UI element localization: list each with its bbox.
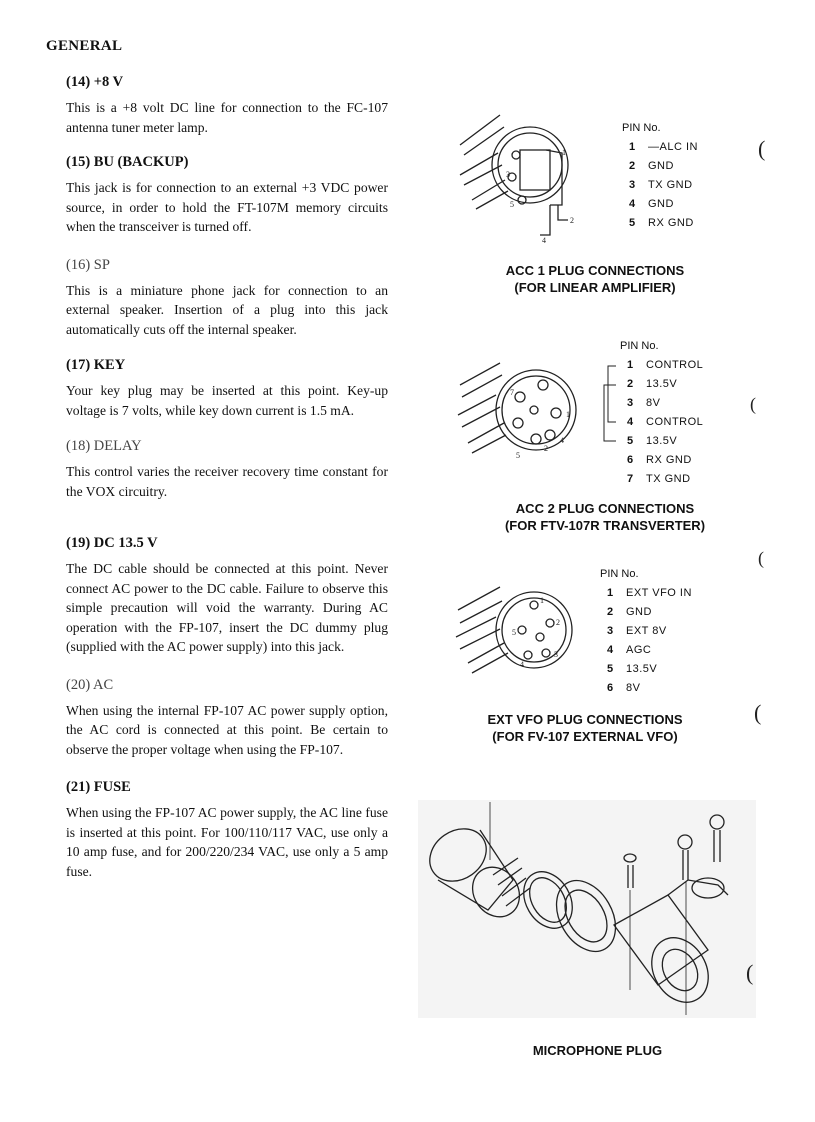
pin-row (622, 214, 698, 233)
acc2-diagram-label: 7 (510, 388, 514, 397)
pin-row (600, 679, 692, 698)
extvfo-pin-table (600, 568, 692, 698)
pin-label: RX GND (646, 454, 692, 466)
margin-mark: ( (754, 700, 762, 725)
margin-mark: ( (758, 548, 764, 568)
pin-header: PIN No. (620, 340, 659, 352)
extvfo-diagram-label: 3 (554, 650, 558, 659)
extvfo-diagram-label: 5 (512, 628, 516, 637)
pin-header: PIN No. (600, 568, 639, 580)
pin-number: 5 (626, 435, 634, 447)
acc2-bracket-lines (602, 362, 622, 454)
pin-number: 1 (628, 141, 636, 153)
acc1-diagram-label: 5 (510, 200, 514, 209)
pin-label: CONTROL (646, 359, 704, 371)
section-title: (17) KEY (66, 357, 126, 373)
section-body: This is a +8 volt DC line for connection to the FC-107 antenna tuner meter lamp. (66, 100, 388, 135)
pin-label: RX GND (648, 217, 694, 229)
pin-label: 13.5V (626, 663, 658, 675)
pin-number: 2 (606, 606, 614, 618)
pin-row (600, 622, 692, 641)
section-21 (66, 779, 388, 881)
section-17 (66, 357, 388, 420)
pin-label: TX GND (648, 179, 693, 191)
caption-line: (FOR FV-107 EXTERNAL VFO) (492, 729, 678, 744)
pin-header: PIN No. (622, 122, 661, 134)
pin-label: EXT VFO IN (626, 587, 692, 599)
pin-number: 7 (626, 473, 634, 485)
pin-row (620, 375, 703, 394)
extvfo-diagram-label: 1 (540, 596, 544, 605)
extvfo-diagram-label: 2 (556, 618, 560, 627)
caption-line: ACC 1 PLUG CONNECTIONS (505, 263, 685, 278)
pin-row (622, 157, 698, 176)
caption-line: ACC 2 PLUG CONNECTIONS (515, 501, 695, 516)
pin-row (622, 138, 698, 157)
extvfo-plug-diagram (450, 575, 595, 685)
section-20 (66, 677, 388, 760)
pin-label: GND (648, 160, 674, 172)
pin-row (600, 641, 692, 660)
acc2-caption (465, 500, 745, 534)
margin-mark: ( (746, 960, 754, 985)
acc1-pin-table (622, 122, 698, 233)
section-body: This control varies the receiver recovery time constant for the VOX circuitry. (66, 464, 388, 499)
margin-mark: ( (750, 394, 756, 414)
pin-label: GND (626, 606, 652, 618)
section-body: Your key plug may be inserted at this point. Key-up voltage is 7 volts, while key down current is 1.5 mA. (66, 383, 388, 418)
pin-label: EXT 8V (626, 625, 667, 637)
pin-number: 3 (626, 397, 634, 409)
pin-row (622, 176, 698, 195)
pin-row (620, 356, 703, 375)
acc1-diagram-label: 1 (562, 148, 566, 157)
pin-label: 8V (646, 397, 661, 409)
pin-number: 6 (606, 682, 614, 694)
acc1-caption (470, 262, 720, 296)
microphone-caption: MICROPHONE PLUG (532, 1043, 663, 1058)
section-18 (66, 438, 388, 501)
pin-row (620, 413, 703, 432)
section-title: (16) SP (66, 256, 110, 273)
pin-number: 5 (606, 663, 614, 675)
margin-mark: ( (758, 136, 766, 161)
acc2-diagram-label: 1 (566, 410, 570, 419)
pin-label: 13.5V (646, 435, 678, 447)
pin-label: GND (648, 198, 674, 210)
pin-number: 3 (606, 625, 614, 637)
section-title: (14) +8 V (66, 74, 124, 90)
caption-line: EXT VFO PLUG CONNECTIONS (487, 712, 683, 727)
section-body: When using the FP-107 AC power supply, the AC line fuse is inserted at this point. For 100/110/117 VAC, use only a 10 amp fuse, and for 200/220/234 VAC, use only a 5 amp fuse. (66, 805, 388, 879)
pin-label: 13.5V (646, 378, 678, 390)
section-body: This jack is for connection to an external +3 VDC power source, in order to hold the FT-107M memory circuits when the transceiver is turned off. (66, 180, 388, 234)
caption-line: (FOR LINEAR AMPLIFIER) (514, 280, 676, 295)
pin-number: 2 (626, 378, 634, 390)
section-title: (20) AC (66, 676, 114, 693)
section-title: (18) DELAY (66, 438, 142, 454)
pin-row (600, 603, 692, 622)
acc1-diagram-label: 3 (506, 170, 510, 179)
pin-number: 4 (628, 198, 636, 210)
pin-number: 1 (626, 359, 634, 371)
pin-row (600, 660, 692, 679)
section-body: This is a miniature phone jack for connection to an external speaker. Insertion of a plug into this jack automatically cuts off the internal speaker. (66, 282, 388, 337)
pin-label: CONTROL (646, 416, 704, 428)
pin-number: 5 (628, 217, 636, 229)
acc1-diagram-label: 2 (570, 216, 574, 225)
microphone-plug-diagram (418, 800, 756, 1018)
section-title: (15) BU (BACKUP) (66, 154, 189, 170)
section-body: When using the internal FP-107 AC power supply option, the AC cord is connected at this point. Be certain to observe the proper voltage when using the FP-107. (66, 702, 388, 757)
section-16 (66, 257, 388, 340)
extvfo-caption (455, 711, 715, 745)
pin-label: AGC (626, 644, 652, 656)
section-14 (66, 74, 388, 137)
sections-column (66, 74, 388, 881)
pin-label: —ALC IN (648, 141, 698, 153)
acc1-diagram-label: 4 (542, 236, 546, 245)
section-body: The DC cable should be connected at this point. Never connect AC power to the DC cable. Failure to observe this simple precaution will void the warranty. During AC operation with the FP-107, insert the DC dummy plug (supplied with the AC power supply) into this jack. (66, 561, 388, 654)
page-header: GENERAL (46, 38, 123, 54)
pin-number: 2 (628, 160, 636, 172)
acc2-plug-diagram (448, 355, 598, 470)
acc1-plug-diagram (450, 105, 600, 250)
extvfo-diagram-label: 4 (520, 660, 524, 669)
acc2-pin-table (620, 340, 703, 489)
section-title: (19) DC 13.5 V (66, 535, 158, 551)
section-15 (66, 154, 388, 237)
acc2-diagram-label: 5 (516, 451, 520, 460)
section-19 (66, 535, 388, 657)
acc2-diagram-label: 2 (544, 444, 548, 453)
pin-label: 8V (626, 682, 641, 694)
pin-number: 3 (628, 179, 636, 191)
pin-number: 4 (626, 416, 634, 428)
pin-row (620, 470, 703, 489)
acc2-diagram-label: 4 (560, 436, 564, 445)
pin-label: TX GND (646, 473, 691, 485)
pin-row (620, 432, 703, 451)
pin-row (600, 584, 692, 603)
section-title: (21) FUSE (66, 779, 131, 795)
pin-number: 4 (606, 644, 614, 656)
pin-row (622, 195, 698, 214)
pin-number: 1 (606, 587, 614, 599)
pin-row (620, 451, 703, 470)
pin-number: 6 (626, 454, 634, 466)
pin-row (620, 394, 703, 413)
caption-line: (FOR FTV-107R TRANSVERTER) (504, 518, 706, 533)
